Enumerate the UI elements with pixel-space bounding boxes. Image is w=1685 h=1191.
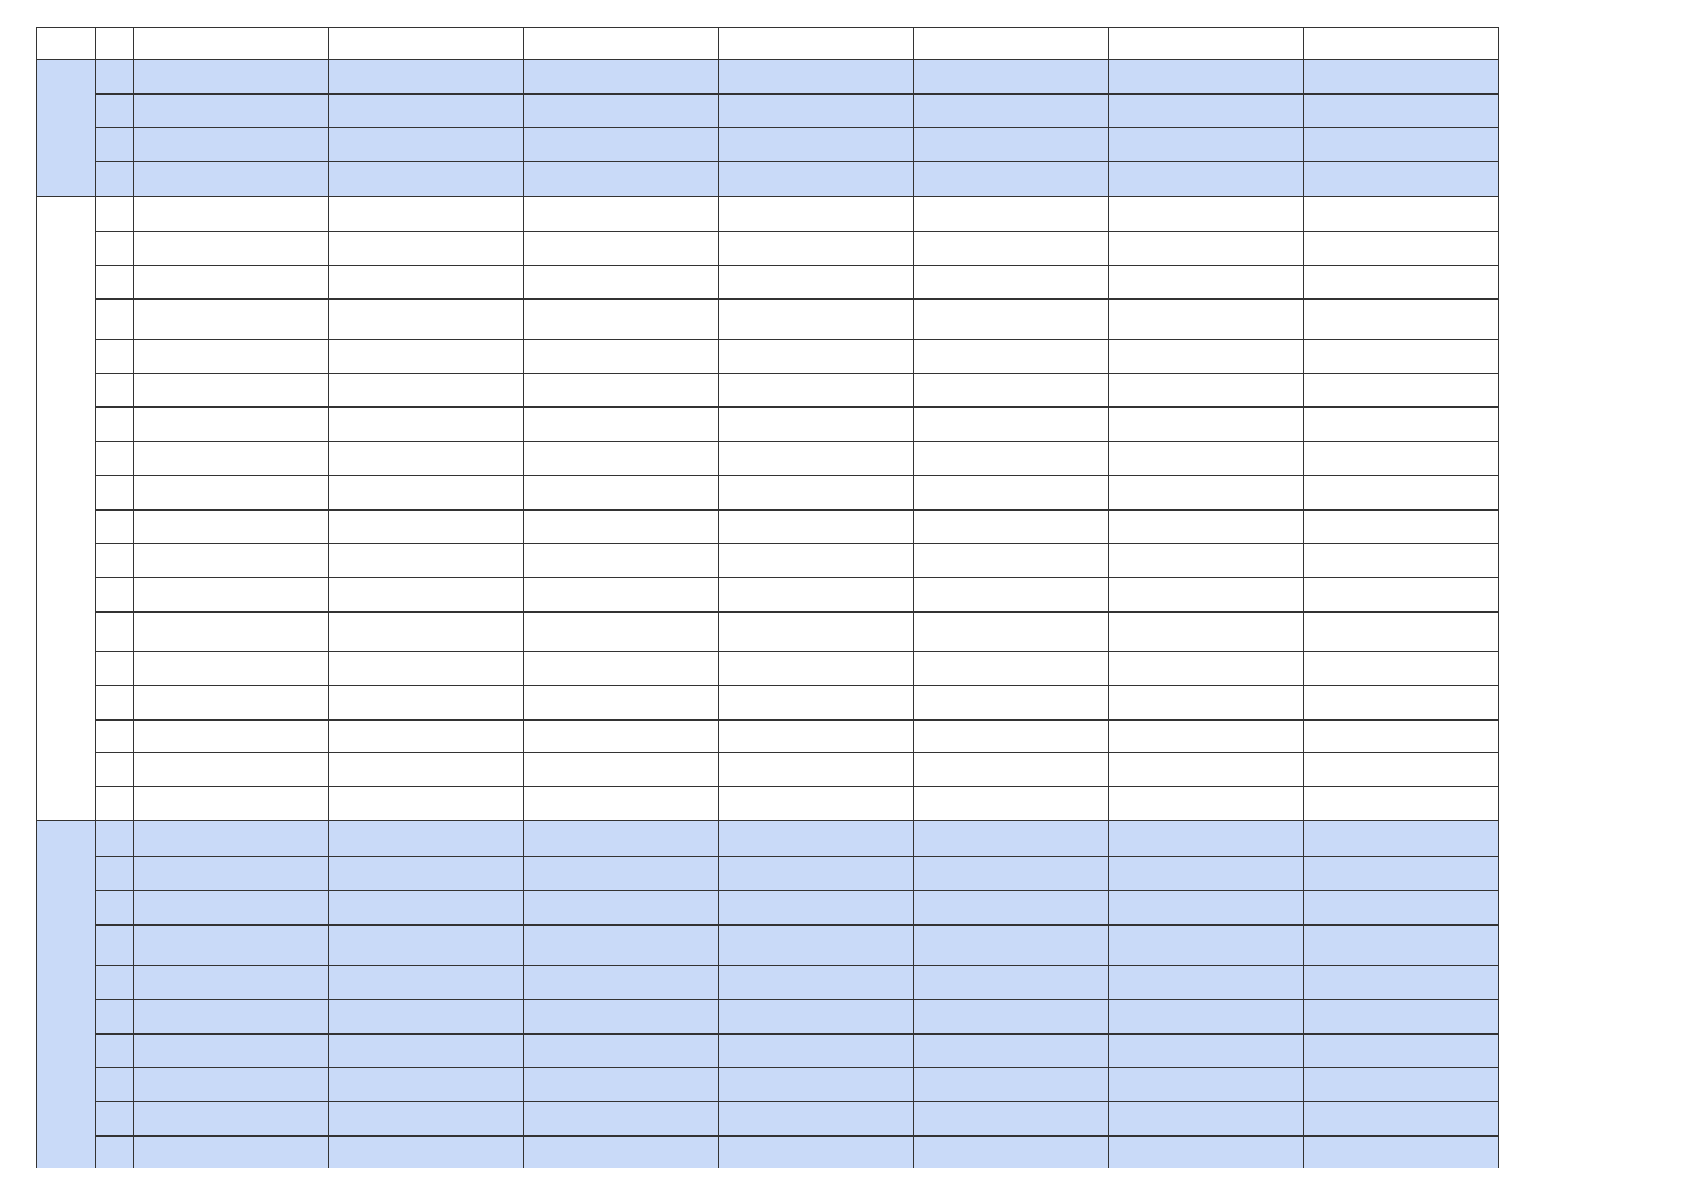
lesson-cell <box>913 265 1108 298</box>
lesson-cell <box>133 1101 328 1135</box>
lesson-cell <box>328 59 523 93</box>
lesson-cell <box>133 441 328 475</box>
lesson-cell <box>1108 475 1303 509</box>
slot-border <box>95 924 1498 926</box>
lesson-cell <box>913 298 1108 339</box>
group-header-лс-21 <box>328 27 523 59</box>
lesson-cell <box>328 611 523 651</box>
lesson-cell <box>913 890 1108 924</box>
column-border <box>328 27 329 1168</box>
lesson-cell <box>718 651 913 685</box>
lesson-cell <box>523 685 718 719</box>
lesson-cell <box>913 1033 1108 1067</box>
lesson-cell <box>718 1033 913 1067</box>
lesson-cell <box>1108 509 1303 543</box>
lesson-cell <box>718 298 913 339</box>
lesson-cell <box>913 999 1108 1033</box>
lesson-cell <box>718 685 913 719</box>
slot-border <box>95 611 1498 613</box>
row-border <box>95 265 1498 266</box>
lesson-cell <box>718 577 913 611</box>
lesson-cell <box>913 475 1108 509</box>
lesson-cell <box>133 999 328 1033</box>
lesson-cell <box>1303 719 1498 752</box>
lesson-cell <box>328 265 523 298</box>
lesson-cell <box>1108 298 1303 339</box>
lesson-cell <box>133 651 328 685</box>
lesson-cell <box>1108 441 1303 475</box>
lesson-cell <box>1303 93 1498 127</box>
row-border <box>95 651 1498 652</box>
lesson-cell <box>328 719 523 752</box>
row-border <box>95 890 1498 891</box>
lesson-cell <box>718 890 913 924</box>
slot-time <box>95 924 133 1033</box>
lesson-cell <box>1303 786 1498 820</box>
lesson-cell <box>1108 856 1303 890</box>
lesson-cell <box>523 339 718 373</box>
lesson-cell <box>328 924 523 965</box>
lesson-cell <box>328 441 523 475</box>
lesson-cell <box>1108 1101 1303 1135</box>
row-border <box>95 475 1498 476</box>
time-column-header <box>95 27 133 59</box>
slot-border <box>95 406 1498 408</box>
lesson-cell <box>523 475 718 509</box>
lesson-cell <box>1303 161 1498 196</box>
lesson-cell <box>913 441 1108 475</box>
lesson-cell <box>718 441 913 475</box>
lesson-cell <box>1303 890 1498 924</box>
slot-time <box>95 93 133 196</box>
row-border <box>95 965 1498 966</box>
lesson-cell <box>718 820 913 856</box>
lesson-cell <box>523 611 718 651</box>
lesson-cell <box>718 406 913 441</box>
row-border <box>95 127 1498 128</box>
lesson-cell <box>328 196 523 231</box>
lesson-cell <box>1303 820 1498 856</box>
lesson-cell <box>523 719 718 752</box>
slot-time <box>95 59 133 93</box>
slot-time <box>95 196 133 298</box>
lesson-cell <box>523 509 718 543</box>
row-border <box>95 856 1498 857</box>
lesson-cell <box>328 161 523 196</box>
lesson-cell <box>718 999 913 1033</box>
lesson-cell <box>133 890 328 924</box>
lesson-cell <box>718 1135 913 1168</box>
lesson-cell <box>133 196 328 231</box>
row-border <box>95 441 1498 442</box>
row-border <box>95 1101 1498 1102</box>
lesson-cell <box>913 1101 1108 1135</box>
lesson-cell <box>718 786 913 820</box>
row-border <box>95 999 1498 1000</box>
slot-border <box>95 1135 1498 1137</box>
group-header-лс-36 <box>1108 27 1303 59</box>
lesson-cell <box>328 93 523 127</box>
group-header-лс-41 <box>718 27 913 59</box>
lesson-cell <box>328 1135 523 1168</box>
lesson-cell <box>133 406 328 441</box>
lesson-cell <box>133 475 328 509</box>
lesson-cell <box>1303 999 1498 1033</box>
lesson-cell <box>1303 509 1498 543</box>
lesson-cell <box>718 475 913 509</box>
column-border <box>718 27 719 1168</box>
lesson-cell <box>133 1033 328 1067</box>
lesson-cell <box>1108 1067 1303 1101</box>
lesson-cell <box>1303 1135 1498 1168</box>
lesson-cell <box>1108 719 1303 752</box>
lesson-cell <box>913 786 1108 820</box>
lesson-cell <box>913 1067 1108 1101</box>
lesson-cell <box>1108 965 1303 999</box>
header-top-border <box>36 27 1498 28</box>
lesson-cell <box>328 1033 523 1067</box>
lesson-cell <box>328 965 523 999</box>
header-bottom-border <box>36 59 1498 60</box>
lesson-cell <box>913 127 1108 161</box>
lesson-cell <box>1108 999 1303 1033</box>
lesson-cell <box>1108 339 1303 373</box>
row-border <box>95 752 1498 753</box>
lesson-cell <box>913 231 1108 265</box>
column-border <box>913 27 914 1168</box>
lesson-cell <box>1108 752 1303 786</box>
lesson-cell <box>133 577 328 611</box>
lesson-cell <box>328 685 523 719</box>
lesson-cell <box>1303 373 1498 406</box>
lesson-cell <box>718 924 913 965</box>
lesson-cell <box>913 719 1108 752</box>
lesson-cell <box>328 577 523 611</box>
lesson-cell <box>718 1101 913 1135</box>
lesson-cell <box>1303 265 1498 298</box>
lesson-cell <box>133 265 328 298</box>
row-border <box>95 685 1498 686</box>
lesson-cell <box>1108 127 1303 161</box>
slot-border <box>95 298 1498 300</box>
lesson-cell <box>133 685 328 719</box>
lesson-cell <box>1303 298 1498 339</box>
slot-border <box>95 509 1498 511</box>
lesson-cell <box>523 999 718 1033</box>
lesson-cell <box>1303 127 1498 161</box>
column-border <box>1303 27 1304 1168</box>
lesson-cell <box>1108 1033 1303 1067</box>
lesson-cell <box>913 752 1108 786</box>
slot-time <box>95 406 133 509</box>
lesson-cell <box>328 890 523 924</box>
day-border <box>36 196 1498 197</box>
slot-time <box>95 509 133 611</box>
slot-time <box>95 820 133 924</box>
lesson-cell <box>1303 1033 1498 1067</box>
lesson-cell <box>523 161 718 196</box>
lesson-cell <box>133 298 328 339</box>
lesson-cell <box>328 406 523 441</box>
lesson-cell <box>328 752 523 786</box>
lesson-cell <box>523 924 718 965</box>
lesson-cell <box>328 651 523 685</box>
lesson-cell <box>1108 93 1303 127</box>
lesson-cell <box>133 543 328 577</box>
column-border <box>1498 27 1499 1168</box>
lesson-cell <box>1108 611 1303 651</box>
lesson-cell <box>913 93 1108 127</box>
lesson-cell <box>913 685 1108 719</box>
lesson-cell <box>718 373 913 406</box>
lesson-cell <box>1303 543 1498 577</box>
lesson-cell <box>1108 820 1303 856</box>
lesson-cell <box>328 543 523 577</box>
lesson-cell <box>913 820 1108 856</box>
row-border <box>95 231 1498 232</box>
lesson-cell <box>133 752 328 786</box>
lesson-cell <box>1303 196 1498 231</box>
lesson-cell <box>133 59 328 93</box>
lesson-cell <box>1303 339 1498 373</box>
row-border <box>95 373 1498 374</box>
row-border <box>95 339 1498 340</box>
lesson-cell <box>718 611 913 651</box>
slot-border <box>95 719 1498 721</box>
lesson-cell <box>133 965 328 999</box>
lesson-cell <box>913 856 1108 890</box>
lesson-cell <box>523 406 718 441</box>
slot-time <box>95 611 133 719</box>
left-border <box>36 27 37 1168</box>
lesson-cell <box>913 406 1108 441</box>
lesson-cell <box>1303 441 1498 475</box>
lesson-cell <box>718 856 913 890</box>
lesson-cell <box>1303 856 1498 890</box>
day-border <box>36 820 1498 821</box>
lesson-cell <box>718 339 913 373</box>
column-border <box>1108 27 1109 1168</box>
lesson-cell <box>133 719 328 752</box>
row-border <box>95 1067 1498 1068</box>
lesson-cell <box>133 373 328 406</box>
group-header-лс-11 <box>133 27 328 59</box>
lesson-cell <box>523 231 718 265</box>
lesson-cell <box>328 339 523 373</box>
lesson-cell <box>523 965 718 999</box>
lesson-cell <box>328 231 523 265</box>
slot-time <box>95 1033 133 1135</box>
row-border <box>95 786 1498 787</box>
lesson-cell <box>523 752 718 786</box>
lesson-cell <box>133 856 328 890</box>
lesson-cell <box>1108 406 1303 441</box>
slot-time <box>95 719 133 820</box>
lesson-cell <box>1303 577 1498 611</box>
lesson-cell <box>718 265 913 298</box>
lesson-cell <box>1108 196 1303 231</box>
lesson-cell <box>1108 231 1303 265</box>
slot-time <box>95 298 133 406</box>
lesson-cell <box>133 1135 328 1168</box>
lesson-cell <box>523 1135 718 1168</box>
lesson-cell <box>1303 475 1498 509</box>
lesson-cell <box>913 161 1108 196</box>
lesson-cell <box>328 373 523 406</box>
lesson-cell <box>1303 685 1498 719</box>
lesson-cell <box>328 509 523 543</box>
lesson-cell <box>523 786 718 820</box>
lesson-cell <box>1108 577 1303 611</box>
lesson-cell <box>133 231 328 265</box>
lesson-cell <box>1303 231 1498 265</box>
lesson-cell <box>328 786 523 820</box>
lesson-cell <box>523 93 718 127</box>
lesson-cell <box>1108 786 1303 820</box>
lesson-cell <box>1303 1101 1498 1135</box>
lesson-cell <box>523 820 718 856</box>
lesson-cell <box>913 339 1108 373</box>
lesson-cell <box>133 924 328 965</box>
lesson-cell <box>718 1067 913 1101</box>
group-header-лс-16 <box>913 27 1108 59</box>
day-column-border <box>95 27 96 1168</box>
lesson-cell <box>523 1033 718 1067</box>
lesson-cell <box>913 1135 1108 1168</box>
lesson-cell <box>328 820 523 856</box>
lesson-cell <box>913 611 1108 651</box>
lesson-cell <box>523 651 718 685</box>
lesson-cell <box>523 441 718 475</box>
lesson-cell <box>1303 611 1498 651</box>
lesson-cell <box>1108 685 1303 719</box>
lesson-cell <box>718 196 913 231</box>
column-border <box>133 27 134 1168</box>
lesson-cell <box>913 924 1108 965</box>
lesson-cell <box>1303 965 1498 999</box>
group-header-лс-31 <box>523 27 718 59</box>
lesson-cell <box>133 820 328 856</box>
lesson-cell <box>1108 59 1303 93</box>
lesson-cell <box>1303 752 1498 786</box>
slot-border <box>95 1033 1498 1035</box>
row-border <box>95 543 1498 544</box>
lesson-cell <box>718 93 913 127</box>
lesson-cell <box>328 298 523 339</box>
lesson-cell <box>913 577 1108 611</box>
lesson-cell <box>1108 1135 1303 1168</box>
lesson-cell <box>913 509 1108 543</box>
lesson-cell <box>718 509 913 543</box>
lesson-cell <box>718 231 913 265</box>
lesson-cell <box>1108 924 1303 965</box>
lesson-cell <box>523 127 718 161</box>
slot-border <box>95 93 1498 95</box>
lesson-cell <box>523 543 718 577</box>
lesson-cell <box>1108 890 1303 924</box>
lesson-cell <box>718 59 913 93</box>
lesson-cell <box>523 890 718 924</box>
column-border <box>523 27 524 1168</box>
group-header-лс-46 <box>1303 27 1498 59</box>
lesson-cell <box>718 965 913 999</box>
lesson-cell <box>913 651 1108 685</box>
lesson-cell <box>133 127 328 161</box>
slot-time <box>95 1135 133 1168</box>
lesson-cell <box>328 475 523 509</box>
lesson-cell <box>913 373 1108 406</box>
lesson-cell <box>1303 59 1498 93</box>
lesson-cell <box>1108 651 1303 685</box>
lesson-cell <box>328 127 523 161</box>
lesson-cell <box>913 196 1108 231</box>
lesson-cell <box>133 509 328 543</box>
lesson-cell <box>718 161 913 196</box>
lesson-cell <box>328 999 523 1033</box>
lesson-cell <box>718 543 913 577</box>
lesson-cell <box>1303 924 1498 965</box>
lesson-cell <box>523 1101 718 1135</box>
lesson-cell <box>523 577 718 611</box>
lesson-cell <box>523 373 718 406</box>
lesson-cell <box>523 265 718 298</box>
lesson-cell <box>1108 543 1303 577</box>
lesson-cell <box>133 93 328 127</box>
lesson-cell <box>133 339 328 373</box>
lesson-cell <box>133 786 328 820</box>
lesson-cell <box>718 127 913 161</box>
lesson-cell <box>718 752 913 786</box>
lesson-cell <box>913 543 1108 577</box>
lesson-cell <box>718 719 913 752</box>
lesson-cell <box>1303 406 1498 441</box>
lesson-cell <box>133 161 328 196</box>
lesson-cell <box>523 298 718 339</box>
lesson-cell <box>328 856 523 890</box>
lesson-cell <box>913 965 1108 999</box>
lesson-cell <box>913 59 1108 93</box>
lesson-cell <box>523 196 718 231</box>
lesson-cell <box>523 59 718 93</box>
lesson-cell <box>1108 373 1303 406</box>
lesson-cell <box>328 1101 523 1135</box>
lesson-cell <box>1108 161 1303 196</box>
lesson-cell <box>1303 1067 1498 1101</box>
lesson-cell <box>1303 651 1498 685</box>
lesson-cell <box>328 1067 523 1101</box>
lesson-cell <box>523 1067 718 1101</box>
lesson-cell <box>523 856 718 890</box>
lesson-cell <box>133 611 328 651</box>
row-border <box>95 577 1498 578</box>
lesson-cell <box>1108 265 1303 298</box>
row-border <box>95 161 1498 162</box>
lesson-cell <box>133 1067 328 1101</box>
